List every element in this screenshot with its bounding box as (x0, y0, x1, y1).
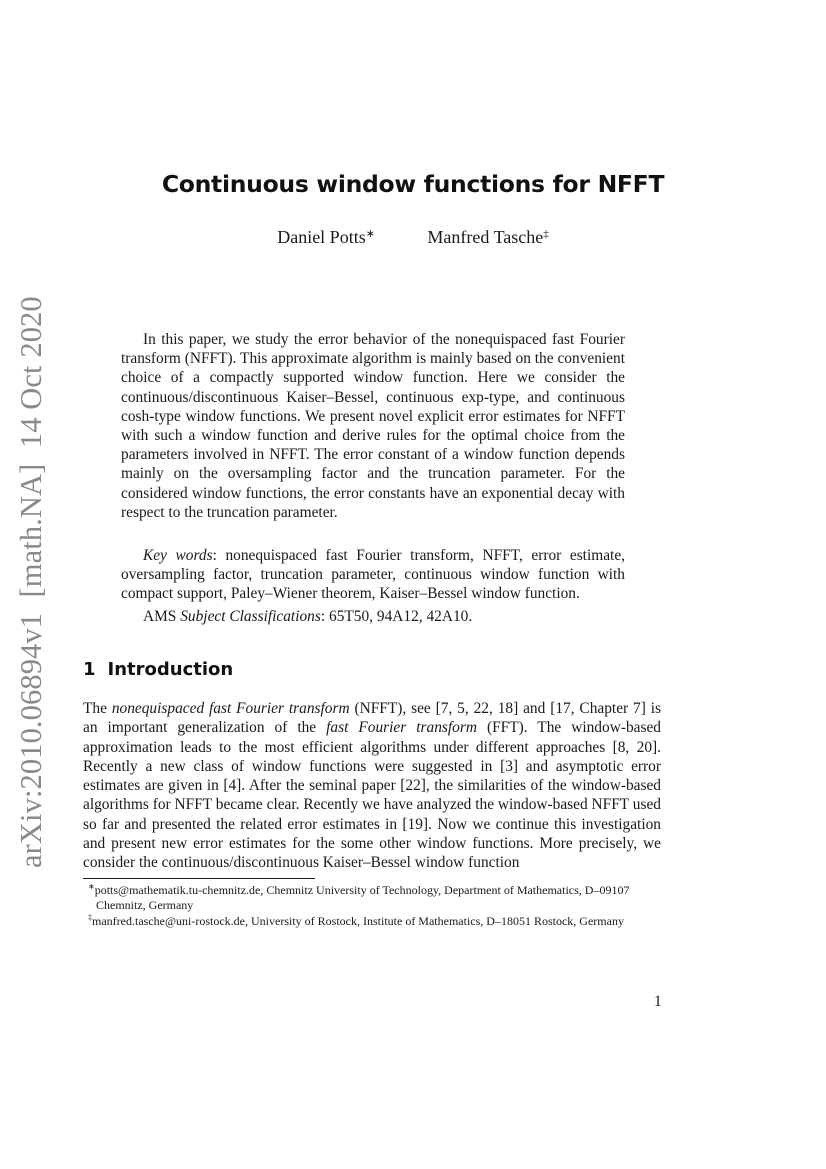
footnote-text: potts@mathematik.tu-chemnitz.de, Chemnitz University of Technology, Department of Mathematics, D–09107 Chemnitz, Germany (94, 883, 630, 912)
footnote-mark: ∗ (365, 228, 375, 240)
ams-codes: : 65T50, 94A12, 42A10. (320, 608, 473, 625)
text-run: The (83, 700, 112, 717)
footnote-mark: ‡ (88, 913, 92, 922)
page-number: 1 (654, 993, 662, 1010)
ams-classifications (121, 607, 625, 626)
text-run: (NFFT), see [7, 5, 22, 18] and [17, Chapter 7] is an important generalization of the (83, 700, 661, 737)
section-heading-introduction (83, 659, 233, 680)
footnote-text: manfred.tasche@uni-rostock.de, University of Rostock, Institute of Mathematics, D–18051 Rostock, Germany (92, 914, 624, 928)
author-name: Manfred Tasche (427, 227, 544, 247)
section-title: Introduction (107, 659, 234, 680)
keywords-label: Key words (143, 547, 213, 564)
arxiv-identifier-stamp: arXiv:2010.06894v1 [math.NA] 14 Oct 2020 (14, 296, 48, 868)
emphasis-nfft: nonequispaced fast Fourier transform (111, 700, 350, 717)
abstract: In this paper, we study the error behavior of the nonequispaced fast Fourier transform (NFFT). This approximate algorithm is mainly based on the convenient choice of a compactly supported window function. Here we consider the continuous/discontinuous Kaiser–Bessel, continuous exp-type, and continuous cosh-type window functions. We present novel explicit error estimates for NFFT with such a window function and derive rules for the optimal choice from the parameters involved in NFFT. The error constant of a window function depends mainly on the oversampling factor and the truncation parameter. For the considered window functions, the error constants have an exponential decay with respect to the truncation parameter. (121, 331, 625, 521)
paper-title: Continuous window functions for NFFT (161, 170, 665, 198)
footnote-tasche (83, 914, 674, 929)
ams-prefix: AMS (143, 608, 181, 625)
keywords-text: : nonequispaced fast Fourier transform, NFFT, error estimate, oversampling factor, truncation parameter, continuous window function with compact support, Paley–Wiener theorem, Kaiser–Bessel window function. (121, 547, 625, 603)
author-list (0, 227, 826, 248)
footnote-mark: ‡ (543, 228, 549, 240)
footnote-potts (83, 883, 674, 912)
footnote-mark: ∗ (88, 882, 95, 891)
text-run: (FFT). The window-based approximation leads to the most efficient algorithms under different approaches [8, 20]. Recently a new class of window functions were suggested in [3] and asymptotic error estimates are given in [4]. After the seminal paper [22], the similarities of the window-based algorithms for NFFT became clear. Recently we have analyzed the window-based NFFT used so far and presented the related error estimates in [19]. Now we continue this investigation and present new error estimates for the some other window functions. More precisely, we consider the continuous/discontinuous Kaiser–Bessel window function (83, 719, 661, 872)
author-name: Daniel Potts (277, 227, 366, 247)
footnote-divider (83, 878, 315, 879)
author-tasche (427, 227, 548, 248)
ams-label: Subject Classifications (180, 608, 321, 625)
author-potts (277, 227, 375, 248)
introduction-paragraph (83, 699, 661, 873)
keywords (121, 546, 625, 604)
section-number: 1 (83, 659, 96, 680)
emphasis-fft: fast Fourier transform (326, 719, 477, 737)
